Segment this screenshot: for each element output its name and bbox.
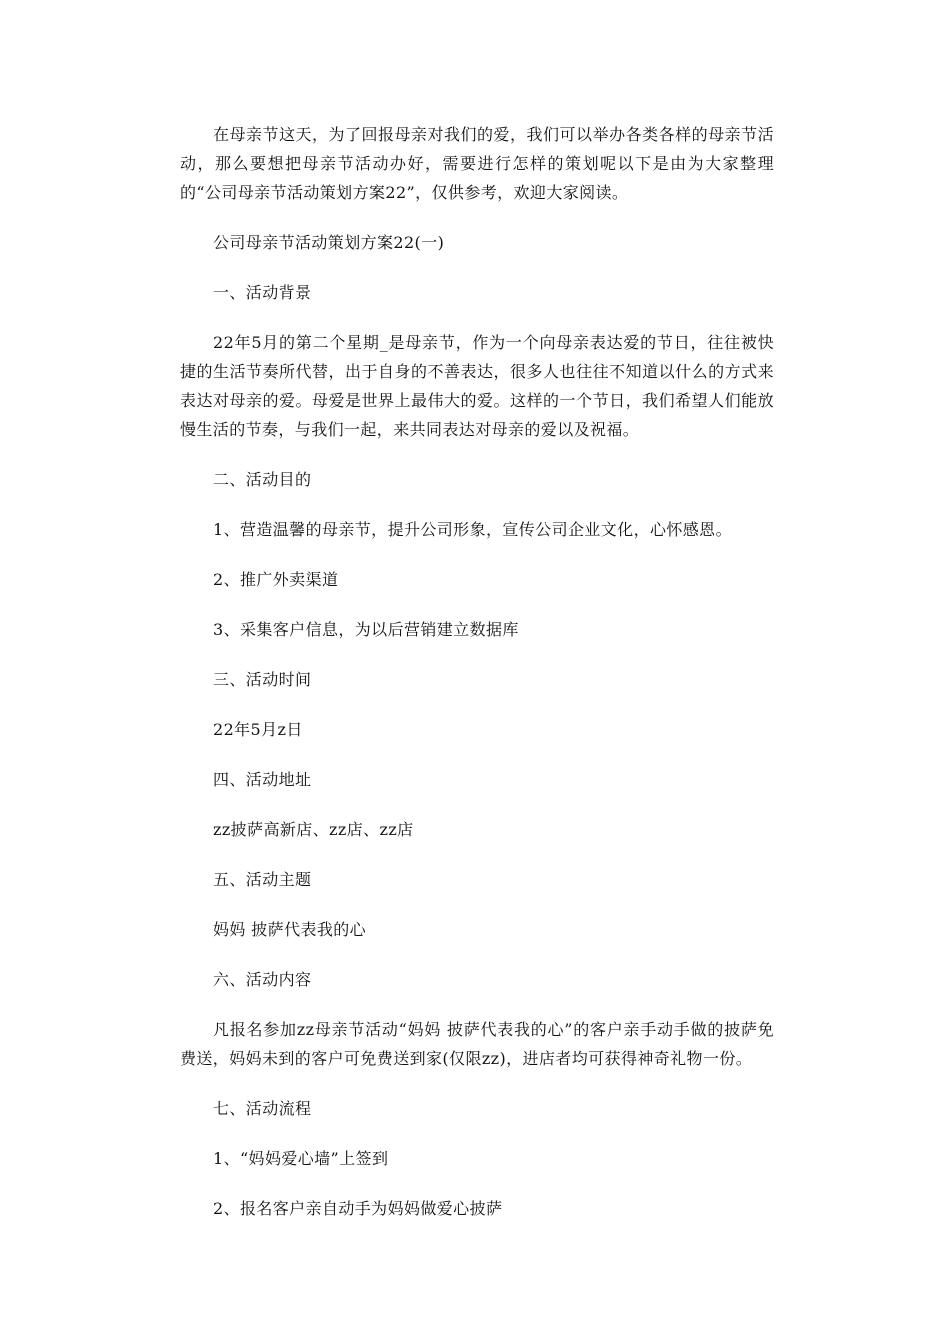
paragraph-gap <box>180 594 774 615</box>
document-body <box>180 120 774 1223</box>
paragraph-gap <box>180 257 774 278</box>
list-item: 3、采集客户信息，为以后营销建立数据库 <box>213 620 519 639</box>
section-heading: 一、活动背景 <box>213 283 312 302</box>
section-heading: 六、活动内容 <box>213 970 312 989</box>
paragraph-gap <box>180 944 774 965</box>
paragraph-gap <box>180 744 774 765</box>
paragraph-gap <box>180 307 774 328</box>
list-item: 1、“妈妈爱心墙”上签到 <box>213 1149 389 1168</box>
content-paragraph: 凡报名参加zz母亲节活动“妈妈 披萨代表我的心”的客户亲手动手做的披萨免费送，妈妈未到的客户可免费送到家(仅限zz)，进店者均可获得神奇礼物一份。 <box>180 1020 774 1068</box>
plan-title: 公司母亲节活动策划方案22(一) <box>213 233 445 252</box>
paragraph-gap <box>180 1073 774 1094</box>
section-heading: 五、活动主题 <box>213 870 312 889</box>
paragraph-gap <box>180 844 774 865</box>
list-item: 2、推广外卖渠道 <box>213 570 339 589</box>
paragraph-gap <box>180 544 774 565</box>
activity-date: 22年5月z日 <box>213 720 303 739</box>
activity-theme: 妈妈 披萨代表我的心 <box>213 920 367 939</box>
paragraph-gap <box>180 644 774 665</box>
paragraph-gap <box>180 994 774 1015</box>
section-heading: 三、活动时间 <box>213 670 312 689</box>
section-heading: 四、活动地址 <box>213 770 312 789</box>
paragraph-gap <box>180 1173 774 1194</box>
activity-location: zz披萨高新店、zz店、zz店 <box>213 820 414 839</box>
list-item: 2、报名客户亲自动手为妈妈做爱心披萨 <box>213 1199 503 1218</box>
paragraph-gap <box>180 894 774 915</box>
paragraph-gap <box>180 1123 774 1144</box>
section-heading: 二、活动目的 <box>213 470 312 489</box>
section-heading: 七、活动流程 <box>213 1099 312 1118</box>
intro-paragraph: 在母亲节这天，为了回报母亲对我们的爱，我们可以举办各类各样的母亲节活动，那么要想把母亲节活动办好，需要进行怎样的策划呢以下是由为大家整理的“公司母亲节活动策划方案22”，仅供参考，欢迎大家阅读。 <box>180 125 774 202</box>
paragraph-gap <box>180 494 774 515</box>
background-paragraph: 22年5月的第二个星期_是母亲节，作为一个向母亲表达爱的节日，往往被快捷的生活节奏所代替，出于自身的不善表达，很多人也往往不知道以什么的方式来表达对母亲的爱。母爱是世界上最伟大的爱。这样的一个节日，我们希望人们能放慢生活的节奏，与我们一起，来共同表达对母亲的爱以及祝福。 <box>180 333 774 439</box>
paragraph-gap <box>180 794 774 815</box>
paragraph-gap <box>180 694 774 715</box>
paragraph-gap <box>180 207 774 228</box>
list-item: 1、营造温馨的母亲节，提升公司形象，宣传公司企业文化，心怀感恩。 <box>213 520 732 539</box>
paragraph-gap <box>180 444 774 465</box>
